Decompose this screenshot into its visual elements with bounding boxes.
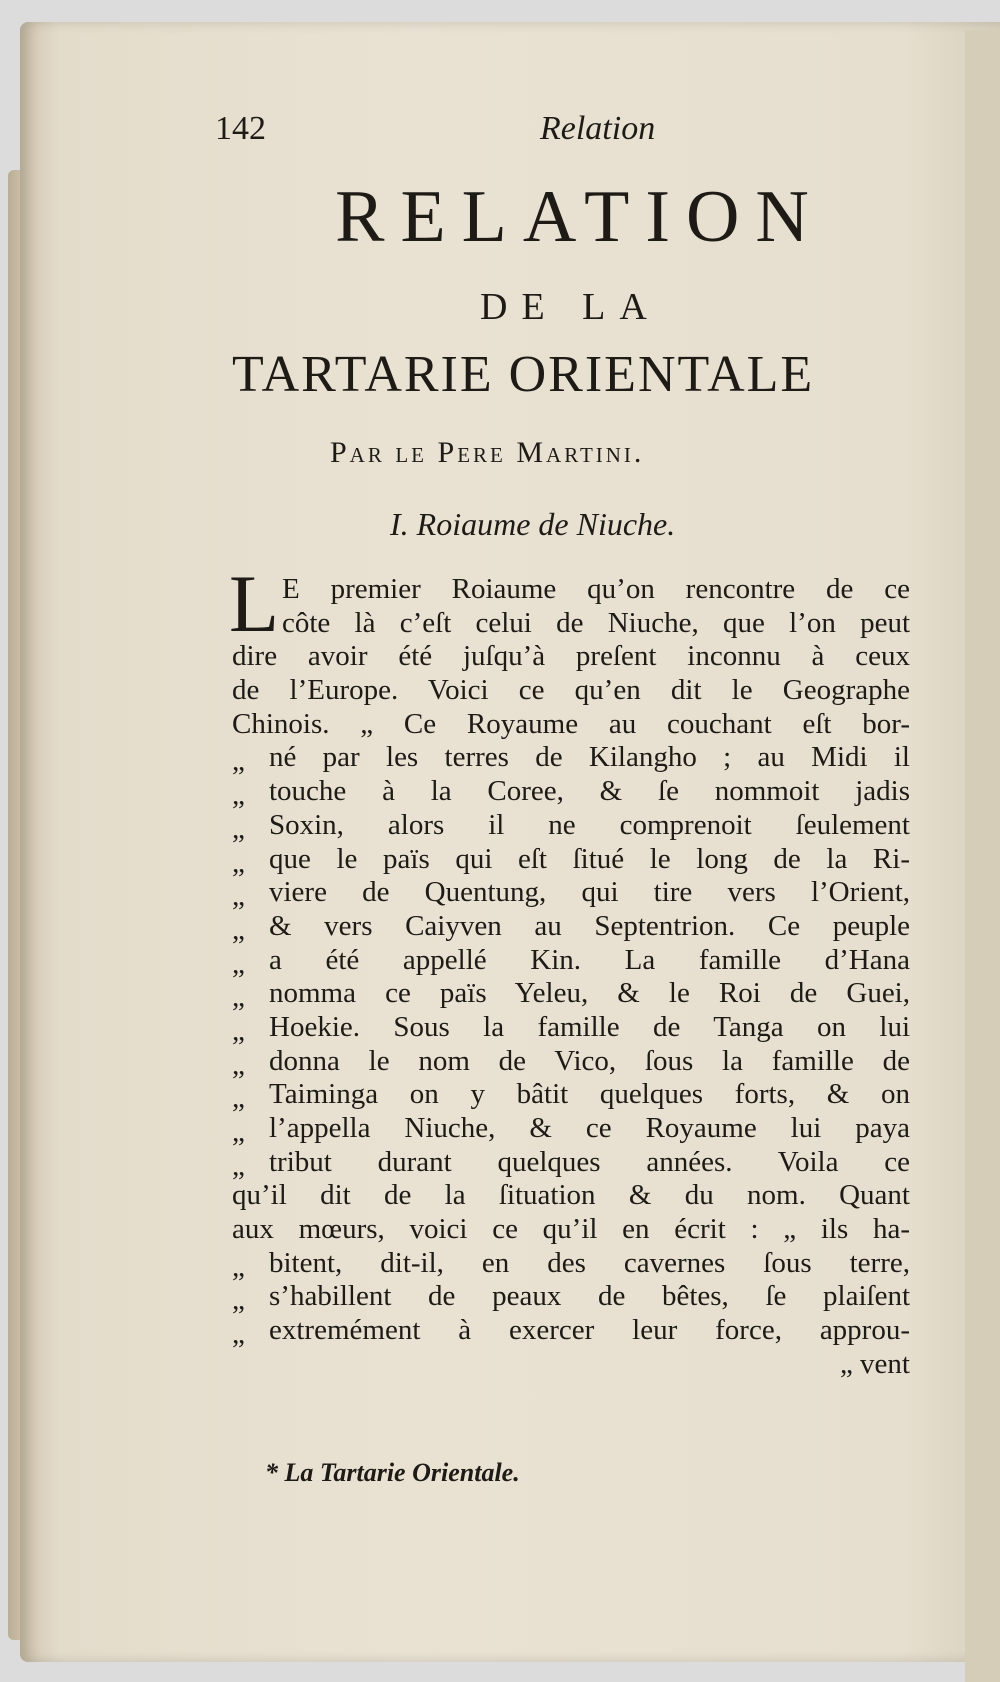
line-text: dire avoir été juſqu’à preſent inconnu à ceux bbox=[232, 640, 910, 673]
section-heading: I. Roiaume de Niuche. bbox=[390, 506, 676, 542]
catchword: „ vent bbox=[839, 1347, 910, 1380]
line-text: l’appella Niuche, & ce Royaume lui paya bbox=[269, 1112, 910, 1144]
drop-cap: L bbox=[229, 558, 280, 649]
text-line bbox=[232, 977, 910, 1014]
quote-mark: „ bbox=[232, 779, 245, 812]
title-line-3: TARTARIE ORIENTALE bbox=[232, 346, 815, 403]
quote-mark: „ bbox=[232, 846, 245, 879]
line-text: a été appellé Kin. La famille d’Hana bbox=[269, 943, 910, 976]
text-line bbox=[232, 1247, 910, 1281]
line-text: aux mœurs, voici ce qu’il en écrit : „ ils ha- bbox=[232, 1213, 910, 1246]
text-line bbox=[232, 708, 910, 742]
quote-mark: „ bbox=[232, 947, 245, 980]
line-text: E premier Roiaume qu’on rencontre de ce bbox=[282, 573, 910, 605]
facing-page-edge bbox=[965, 30, 1000, 1682]
title-line-1: RELATION bbox=[335, 176, 825, 258]
line-text: touche à la Coree, & ſe nommoit jadis bbox=[269, 775, 910, 808]
text-line bbox=[232, 809, 910, 843]
text-line bbox=[232, 1179, 910, 1213]
text-line bbox=[232, 944, 910, 978]
byline: Par le Pere Martini. bbox=[330, 436, 645, 469]
line-text: que le païs qui eſt ſitué le long de la Ri- bbox=[269, 842, 910, 875]
line-text: tribut durant quelques années. Voila ce bbox=[269, 1145, 910, 1178]
quote-mark: „ bbox=[232, 1082, 245, 1115]
quote-mark: „ bbox=[232, 1318, 245, 1351]
text-line bbox=[232, 607, 910, 641]
quote-mark: „ bbox=[232, 913, 245, 946]
quote-mark: „ bbox=[232, 1284, 245, 1317]
quote-mark: „ bbox=[232, 880, 245, 913]
text-line bbox=[232, 1112, 910, 1146]
title-line-2: DE LA bbox=[480, 286, 661, 328]
page-number: 142 bbox=[215, 110, 266, 147]
text-line bbox=[232, 640, 910, 674]
running-title: Relation bbox=[540, 110, 656, 147]
line-text: de l’Europe. Voici ce qu’en dit le Geographe bbox=[232, 674, 910, 707]
text-line bbox=[232, 1011, 910, 1045]
line-text: Taiminga on y bâtit quelques forts, & on bbox=[269, 1078, 910, 1111]
text-line bbox=[232, 1146, 910, 1180]
line-text: né par les terres de Kilangho ; au Midi il bbox=[269, 741, 910, 774]
quote-mark: „ bbox=[232, 812, 245, 845]
line-text: Hoekie. Sous la famille de Tanga on lui bbox=[269, 1010, 910, 1043]
line-text: Chinois. „ Ce Royaume au couchant eſt bor- bbox=[232, 707, 910, 740]
text-line bbox=[232, 1314, 910, 1351]
text-line bbox=[232, 674, 910, 708]
text-line bbox=[232, 1280, 910, 1317]
quote-mark: „ bbox=[232, 745, 245, 778]
line-text: nomma ce païs Yeleu, & le Roi de Guei, bbox=[269, 977, 910, 1010]
text-line bbox=[232, 1045, 910, 1079]
quote-mark: „ bbox=[232, 981, 245, 1014]
line-text: & vers Caiyven au Septentrion. Ce peuple bbox=[269, 909, 910, 942]
text-line bbox=[232, 843, 910, 877]
text-line bbox=[232, 741, 910, 778]
footnote: * La Tartarie Orientale. bbox=[265, 1458, 520, 1487]
text-line bbox=[232, 775, 910, 812]
quote-mark: „ bbox=[232, 1048, 245, 1081]
quote-mark: „ bbox=[232, 1250, 245, 1283]
text-line bbox=[232, 1213, 910, 1247]
line-text: bitent, dit-il, en des cavernes ſous terre, bbox=[269, 1246, 910, 1279]
quote-mark: „ bbox=[232, 1116, 245, 1148]
line-text: donna le nom de Vico, ſous la famille de bbox=[269, 1044, 910, 1077]
quote-mark: „ bbox=[232, 1149, 245, 1182]
quote-mark: „ bbox=[232, 1014, 245, 1047]
line-text: qu’il dit de la ſituation & du nom. Quant bbox=[232, 1179, 910, 1212]
line-text: Soxin, alors il ne comprenoit ſeulement bbox=[269, 808, 910, 841]
line-text: extremément à exercer leur force, approu- bbox=[269, 1314, 910, 1347]
line-text: viere de Quentung, qui tire vers l’Orient, bbox=[269, 876, 910, 909]
text-line bbox=[232, 1078, 910, 1115]
line-text: s’habillent de peaux de bêtes, ſe plaiſent bbox=[269, 1280, 910, 1313]
line-text: côte là c’eſt celui de Niuche, que l’on peut bbox=[282, 606, 910, 639]
text-line bbox=[232, 876, 910, 913]
body-text bbox=[229, 558, 910, 1382]
text-line bbox=[232, 910, 910, 944]
